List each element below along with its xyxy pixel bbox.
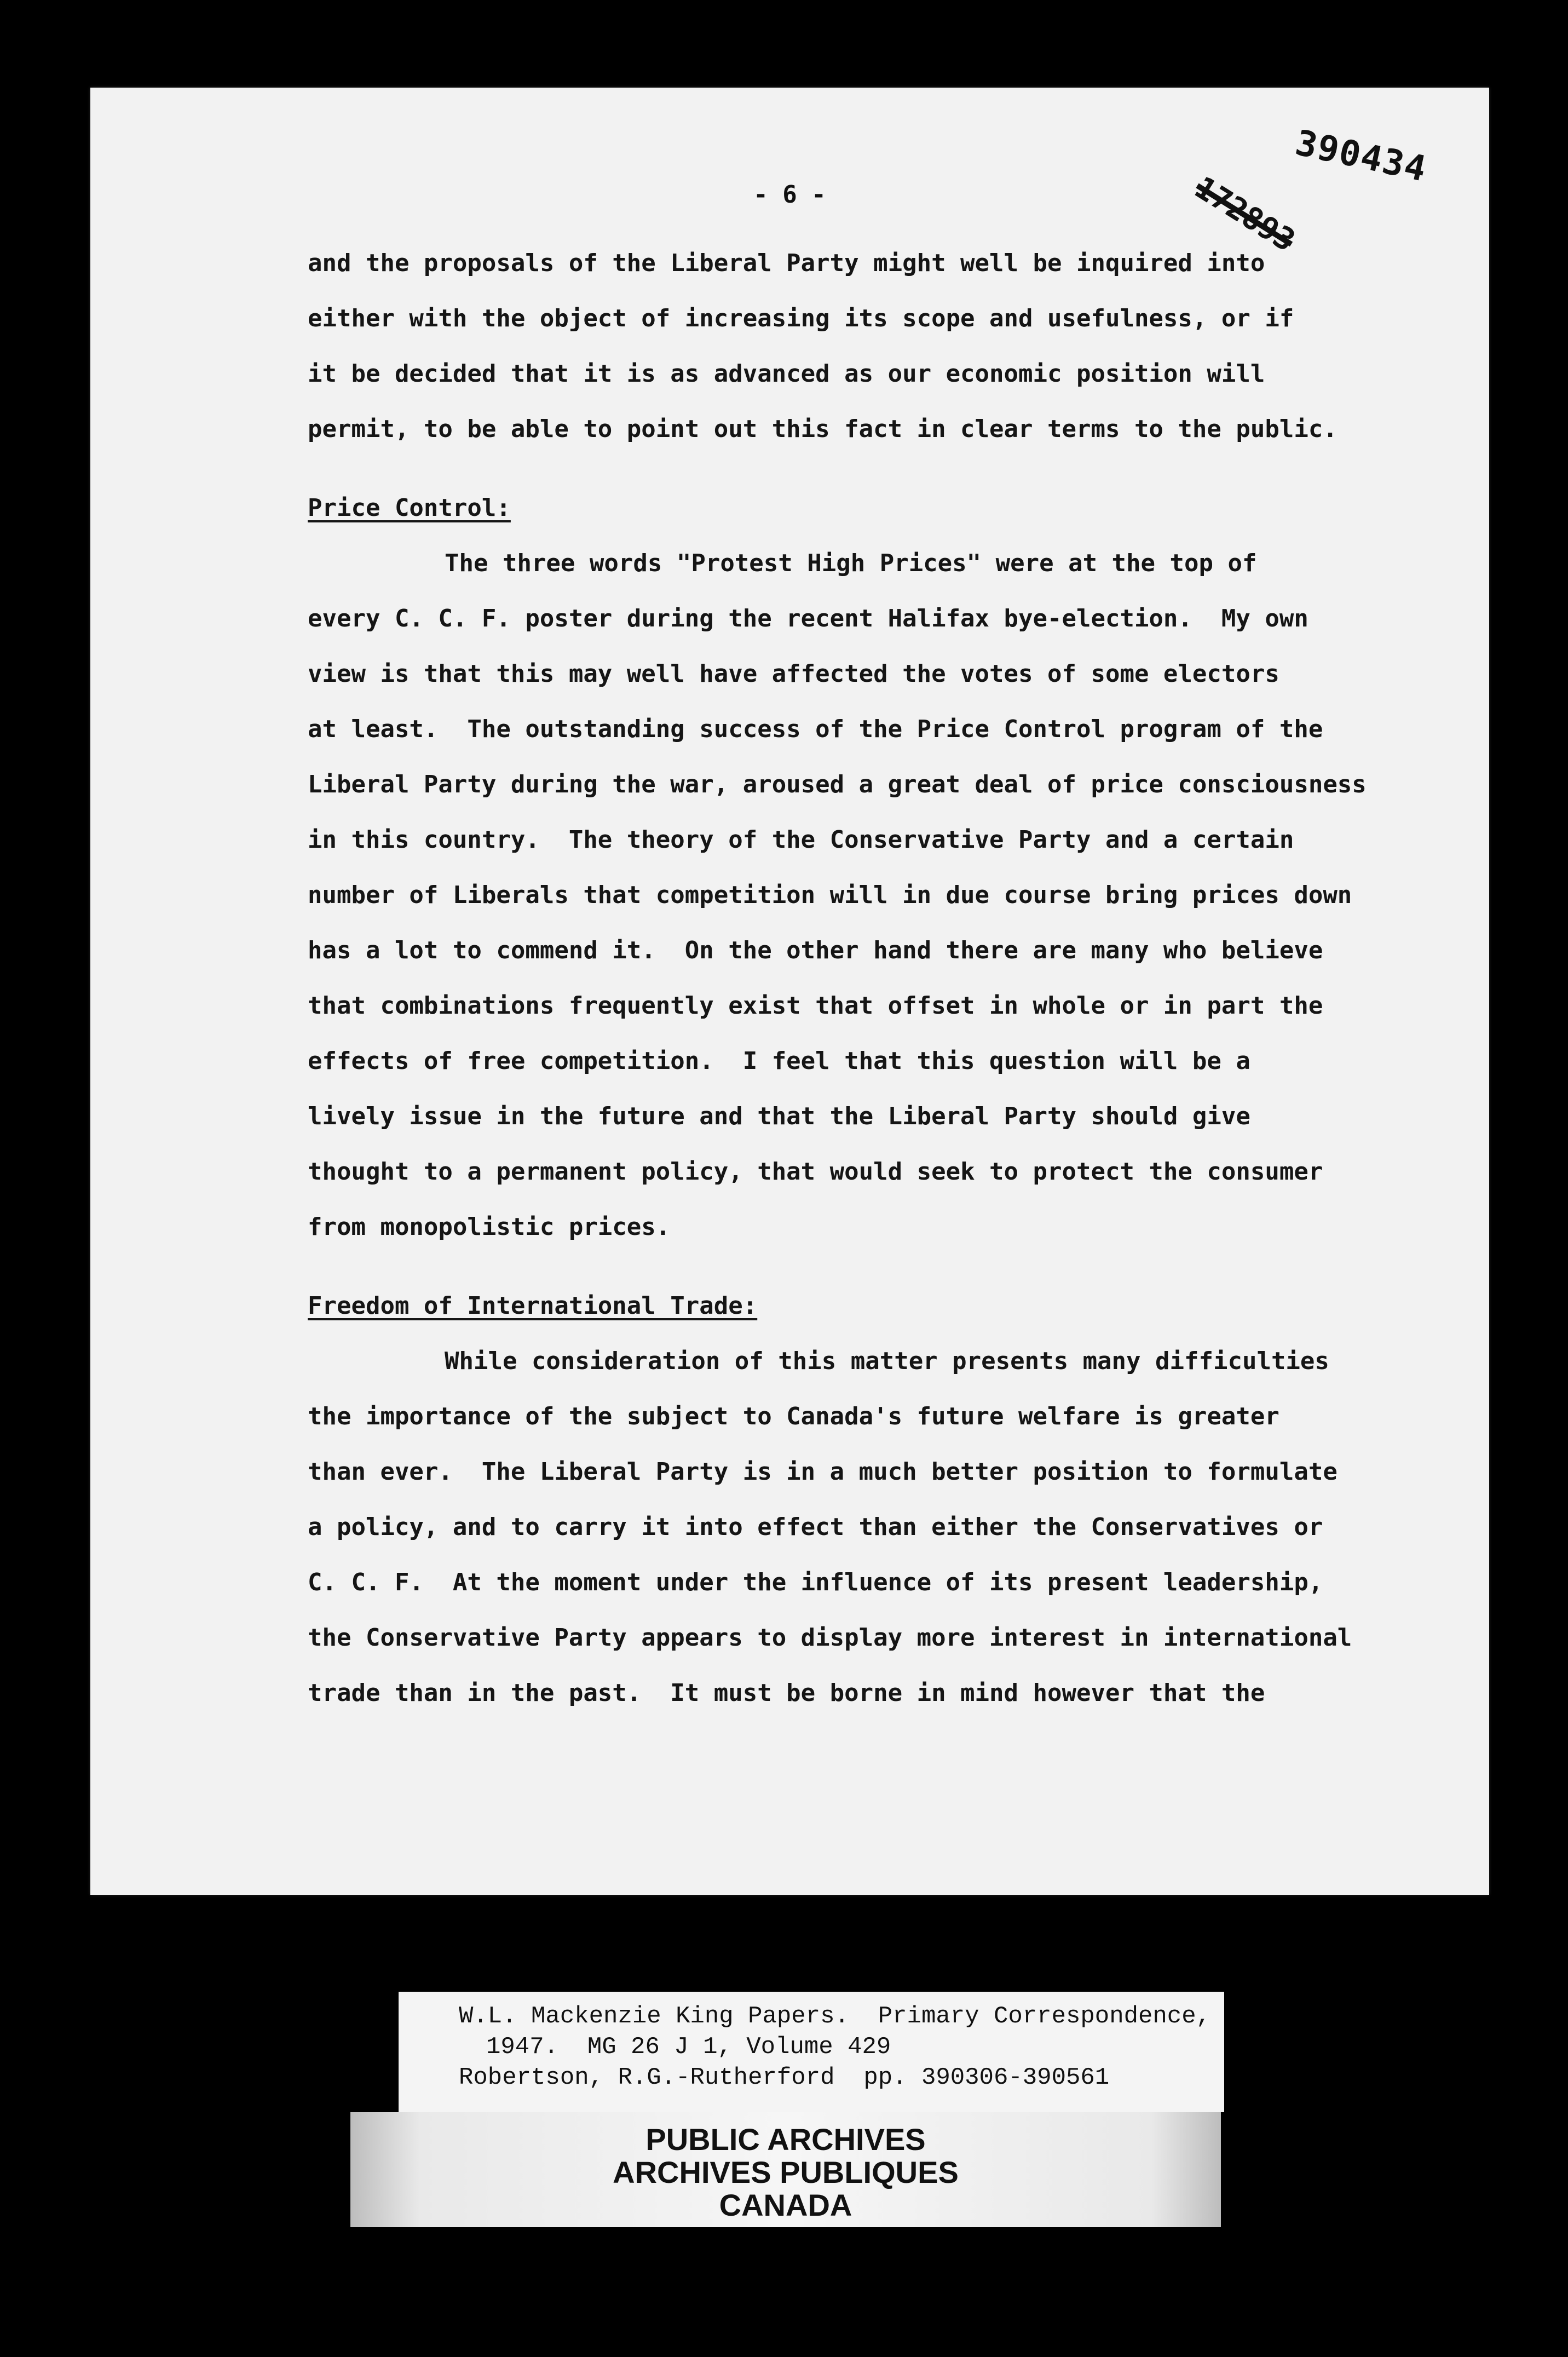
text-line: effects of free competition. I feel that this question will be a [308, 1047, 1250, 1075]
archive-country: CANADA [719, 2188, 852, 2222]
public-archives-band [350, 2112, 1221, 2227]
archive-name-english: PUBLIC ARCHIVES [645, 2122, 926, 2157]
archive-citation-label [399, 1992, 1224, 2112]
text-line: number of Liberals that competition will in due course bring prices down [308, 881, 1352, 909]
text-line: permit, to be able to point out this fact in clear terms to the public. [308, 415, 1338, 443]
text-line: at least. The outstanding success of the Price Control program of the [308, 715, 1323, 743]
text-line: While consideration of this matter presents many difficulties [445, 1347, 1329, 1375]
text-line: has a lot to commend it. On the other hand there are many who believe [308, 936, 1323, 964]
text-line: and the proposals of the Liberal Party might well be inquired into [308, 249, 1265, 277]
text-line: a policy, and to carry it into effect than either the Conservatives or [308, 1513, 1323, 1541]
citation-line: 1947. MG 26 J 1, Volume 429 [486, 2033, 891, 2061]
text-line: trade than in the past. It must be borne in mind however that the [308, 1679, 1265, 1707]
text-line: the Conservative Party appears to display more interest in international [308, 1624, 1352, 1652]
text-line: either with the object of increasing its scope and usefulness, or if [308, 304, 1294, 332]
text-line: in this country. The theory of the Conservative Party and a certain [308, 826, 1294, 854]
text-line: Liberal Party during the war, aroused a great deal of price consciousness [308, 771, 1367, 798]
citation-line: Robertson, R.G.-Rutherford pp. 390306-390561 [459, 2064, 1110, 2091]
text-line: than ever. The Liberal Party is in a much better position to formulate [308, 1458, 1338, 1486]
text-line: every C. C. F. poster during the recent Halifax bye-election. My own [308, 605, 1308, 633]
text-line: thought to a permanent policy, that would seek to protect the consumer [308, 1158, 1323, 1186]
section-heading-international-trade: Freedom of International Trade: [308, 1292, 758, 1320]
paragraph-gap [308, 457, 1403, 480]
citation-line: W.L. Mackenzie King Papers. Primary Correspondence, [459, 2003, 1211, 2030]
document-body [308, 235, 1403, 1721]
paragraph-gap [308, 1255, 1403, 1278]
document-page [90, 88, 1489, 1895]
page-number: - 6 - [753, 181, 826, 209]
text-line: it be decided that it is as advanced as our economic position will [308, 360, 1265, 388]
text-line: that combinations frequently exist that offset in whole or in part the [308, 992, 1323, 1020]
text-line: C. C. F. At the moment under the influence of its present leadership, [308, 1568, 1323, 1596]
text-line: from monopolistic prices. [308, 1213, 671, 1241]
archive-number-stamp: 390434 [1292, 123, 1431, 190]
section-heading-price-control: Price Control: [308, 494, 511, 522]
text-line: The three words "Protest High Prices" were at the top of [445, 549, 1257, 577]
text-line: lively issue in the future and that the Liberal Party should give [308, 1102, 1250, 1130]
struck-number-stamp: 172893 [1188, 170, 1301, 259]
text-line: the importance of the subject to Canada's future welfare is greater [308, 1402, 1279, 1430]
text-line: view is that this may well have affected the votes of some electors [308, 660, 1279, 688]
archive-name-french: ARCHIVES PUBLIQUES [613, 2155, 959, 2189]
